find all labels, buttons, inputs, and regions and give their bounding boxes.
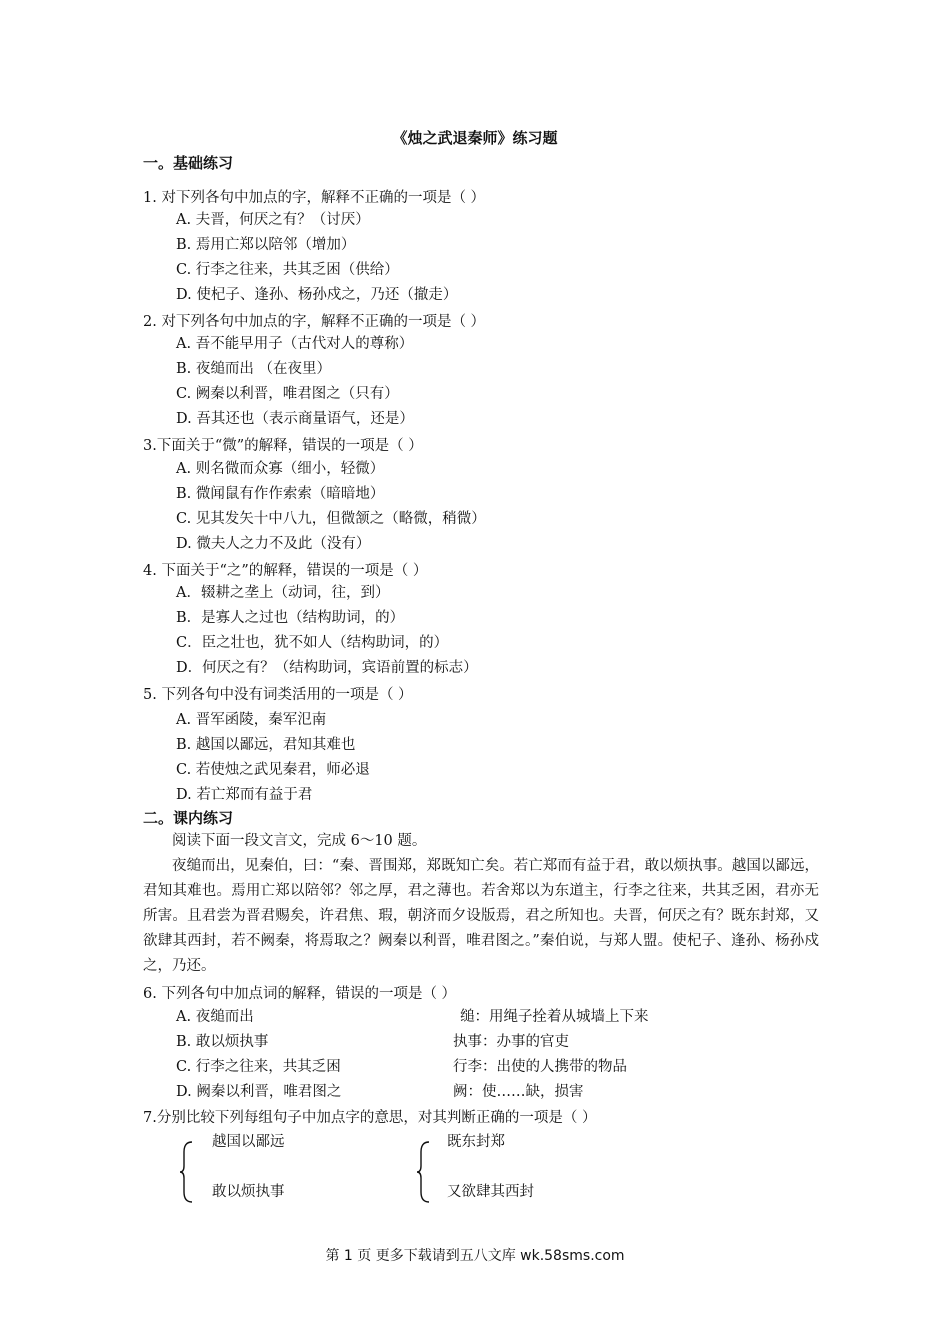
option-text: A. 夜缒而出 [176, 1009, 254, 1025]
option-text: A. 晋军函陵，秦军氾南 [176, 712, 327, 728]
question-stem: 2. 对下列各句中加点的字，解释不正确的一项是（ ） [143, 314, 486, 330]
option-text: A．辍耕之垄上（动词，往，到） [176, 585, 390, 601]
option-gloss: 行李：出使的人携带的物品 [453, 1059, 627, 1075]
option-text: C．臣之壮也，犹不如人（结构助词，的） [176, 635, 449, 651]
option-text: B．是寡人之过也（结构助词，的） [176, 610, 405, 626]
page-footer: 第 1 页 更多下载请到五八文库 wk.58sms.com [325, 1248, 625, 1264]
compare-sentence: 既东封郑 [447, 1134, 505, 1150]
question-stem: 4. 下面关于“之”的解释，错误的一项是（ ） [143, 563, 428, 579]
option-text: D. 若亡郑而有益于君 [176, 787, 313, 803]
option-text: B. 越国以鄙远，君知其难也 [176, 737, 356, 753]
option-text: B. 敢以烦执事 [176, 1034, 269, 1050]
left-brace-icon [178, 1140, 194, 1204]
option-text: C. 若使烛之武见秦君，师必退 [176, 762, 370, 778]
option-gloss: 缒：用绳子拴着从城墙上下来 [460, 1009, 649, 1025]
option-text: C. 见其发矢十中八九，但微颔之（略微，稍微） [176, 511, 486, 527]
compare-sentence: 越国以鄙远 [212, 1134, 285, 1150]
option-text: B. 夜缒而出 （在夜里） [176, 361, 331, 377]
question-stem: 3.下面关于“微”的解释，错误的一项是（ ） [143, 438, 423, 454]
question-stem: 7.分别比较下列每组句子中加点字的意思，对其判断正确的一项是（ ） [143, 1110, 597, 1126]
option-text: C. 阙秦以利晋，唯君图之（只有） [176, 386, 399, 402]
question-stem: 5. 下列各句中没有词类活用的一项是（ ） [143, 687, 413, 703]
compare-sentence: 又欲肆其西封 [447, 1184, 534, 1200]
page-title: 《烛之武退秦师》练习题 [392, 129, 558, 147]
option-gloss: 执事：办事的官吏 [453, 1034, 569, 1050]
option-text: B. 焉用亡郑以陪邻（增加） [176, 237, 356, 253]
option-text: D. 阙秦以利晋，唯君图之 [176, 1084, 342, 1100]
option-text: D. 微夫人之力不及此（没有） [176, 536, 371, 552]
reading-instruction: 阅读下面一段文言文，完成 6～10 题。 [172, 833, 427, 849]
option-text: C. 行李之往来，共其乏困（供给） [176, 262, 399, 278]
option-text: D. 使杞子、逢孙、杨孙戍之，乃还（撤走） [176, 287, 458, 303]
option-text: A. 夫晋，何厌之有？（讨厌） [176, 212, 370, 228]
option-text: D．何厌之有？（结构助词，宾语前置的标志） [176, 660, 478, 676]
section-heading-in-class: 二。课内练习 [143, 809, 234, 827]
option-text: D. 吾其还也（表示商量语气，还是） [176, 411, 414, 427]
option-text: C. 行李之往来，共其乏困 [176, 1059, 341, 1075]
option-text: B. 微闻鼠有作作索索（暗暗地） [176, 486, 385, 502]
option-gloss: 阙：使……缺，损害 [453, 1084, 584, 1100]
left-brace-icon [415, 1140, 431, 1204]
option-text: A. 则名微而众寡（细小，轻微） [176, 461, 385, 477]
section-heading-basic: 一。基础练习 [143, 154, 234, 172]
compare-sentence: 敢以烦执事 [212, 1184, 285, 1200]
question-stem: 6. 下列各句中加点词的解释，错误的一项是（ ） [143, 986, 457, 1002]
classical-passage: 夜缒而出，见秦伯，曰：“秦、晋围郑，郑既知亡矣。若亡郑而有益于君，敢以烦执事。越国以鄙远，君知其难也。焉用亡郑以陪邻？邻之厚，君之薄也。若舍郑以为东道主，行李之往来，共其乏困，君亦无所害。且君尝为晋君赐矣，许君焦、瑕，朝济而夕设版焉，君之所知也。夫晋，何厌之有？既东封郑，又欲肆其西封，若不阙秦，将焉取之？阙秦以利晋，唯君图之。”秦伯说，与郑人盟。使杞子、逢孙、杨孙戍之，乃还。 [143, 858, 819, 974]
question-stem: 1. 对下列各句中加点的字，解释不正确的一项是（ ） [143, 190, 486, 206]
option-text: A. 吾不能早用子（古代对人的尊称） [176, 336, 414, 352]
